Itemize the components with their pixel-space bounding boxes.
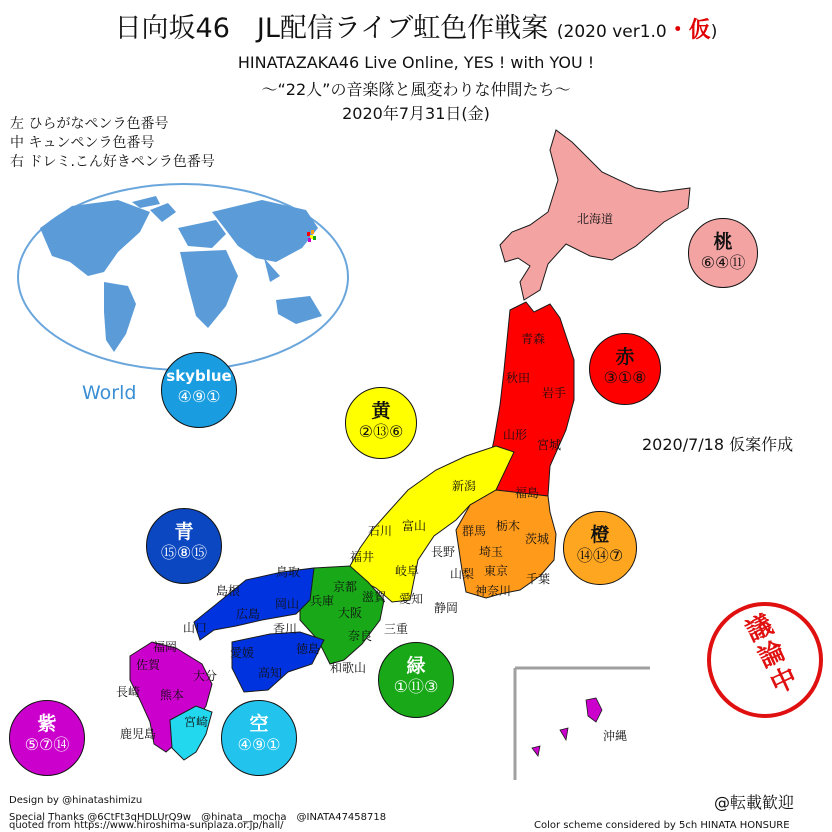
pref-ehime: 愛媛 [230,646,255,660]
badge-sora [221,700,297,776]
pref-tokyo: 東京 [484,564,509,578]
badge-skyblue [161,352,237,428]
pref-yamanashi: 山梨 [450,567,475,581]
draft-date: 2020/7/18 仮案作成 [642,435,794,454]
badge-aka [589,333,661,405]
pref-nara: 奈良 [348,629,373,643]
badge-ki-numbers: ②⑬⑥ [358,422,404,441]
world-map [18,184,348,370]
credit-thanks: Special Thanks @6CtFt3qHDLUrQ9w @hinata__mocha @INATA47458718 [9,812,387,823]
pref-kagoshima: 鹿児島 [120,727,157,741]
badge-skyblue-name: skyblue [166,367,232,385]
pref-miyazaki: 宮崎 [184,715,209,729]
title-tentative: 仮 [688,18,711,43]
badge-murasaki-numbers: ⑤⑦⑭ [24,735,70,754]
pref-aichi: 愛知 [399,592,424,606]
pref-nagano: 長野 [431,545,456,559]
pref-ibaraki: 茨城 [525,532,550,546]
repost-welcome: @転載歓迎 [714,793,795,812]
pref-kochi: 高知 [258,666,283,680]
pref-miyagi: 宮城 [537,438,562,452]
badge-sora-name: 空 [249,713,269,735]
pref-shimane: 島根 [216,584,241,598]
pref-fukushima: 福島 [515,486,540,500]
title-dot: ・ [666,18,689,43]
title-close: ) [710,22,718,42]
pref-chiba: 千葉 [526,572,551,586]
badge-ki-name: 黄 [371,400,391,422]
pref-saga: 佐賀 [136,658,161,672]
stamp-text: 議論中 [741,609,803,701]
badge-momo-name: 桃 [713,231,733,253]
badge-ao-name: 青 [174,521,194,543]
pref-gifu: 岐阜 [395,564,420,578]
okinawa-inset [515,668,650,780]
pref-tottori: 鳥取 [276,565,301,579]
pref-okinawa: 沖縄 [603,729,628,743]
badge-momo-numbers: ⑥④⑪ [700,253,746,272]
badge-daidai-name: 橙 [590,524,610,546]
pref-fukui: 福井 [350,550,375,564]
badge-midori-name: 緑 [406,655,426,677]
badge-momo [688,218,758,288]
pref-tokushima: 徳島 [296,642,321,656]
subtitle-line1: HINATAZAKA46 Live Online, YES ! with YOU ! [237,53,595,72]
badge-midori-numbers: ①⑪③ [393,677,439,696]
pref-ishikawa: 石川 [368,524,393,538]
pref-osaka: 大阪 [338,606,363,620]
title-main: 日向坂46 JL配信ライブ虹色作戦案 [114,13,549,44]
pref-oita: 大分 [193,669,218,683]
badge-daidai-numbers: ⑭⑭⑦ [576,546,624,565]
badge-ao-numbers: ⑮⑧⑮ [160,543,208,562]
badge-daidai [563,511,637,585]
credit-color-scheme: Color scheme considered by 5ch HINATA HONSURE [534,820,790,831]
badge-murasaki-name: 紫 [37,713,57,735]
pref-iwate: 岩手 [542,386,567,400]
subtitle-date: 2020年7月31日(金) [342,104,490,123]
pref-mie: 三重 [384,622,409,636]
pref-kumamoto: 熊本 [160,688,185,702]
subtitle-line2: ～“22人”の音楽隊と風変わりな仲間たち～ [261,80,571,99]
badge-murasaki [9,700,85,776]
badge-midori [378,642,454,718]
pref-akita: 秋田 [506,371,531,385]
pref-shizuoka: 静岡 [434,601,459,615]
pref-hokkaido: 北海道 [577,212,614,226]
credit-design: Design by @hinatashimizu [9,795,143,806]
pref-hyogo: 兵庫 [310,594,335,608]
badge-sora-numbers: ④⑨① [237,735,281,754]
badge-aka-name: 赤 [615,346,635,368]
legend-middle: 中 キュンペンラ色番号 [10,135,155,151]
pref-kagawa: 香川 [273,622,298,636]
pref-fukuoka: 福岡 [153,640,178,654]
credit-quoted: quoted from https://www.hiroshima-sunplaza.or.jp/hall/ [9,820,284,831]
legend-right: 右 ドレミ.こん好きペンラ色番号 [10,154,215,170]
pref-wakayama: 和歌山 [330,661,367,675]
pref-yamaguchi: 山口 [183,621,208,635]
pref-nagasaki: 長崎 [116,685,141,699]
pref-gunma: 群馬 [462,524,487,538]
pref-saitama: 埼玉 [479,545,504,559]
pref-okayama: 岡山 [275,597,300,611]
world-label: World [82,382,137,404]
pref-yamagata: 山形 [503,428,528,442]
pref-tochigi: 栃木 [496,519,521,533]
pref-hiroshima: 広島 [236,607,261,621]
pref-aomori: 青森 [521,332,546,346]
pref-kanagawa: 神奈川 [475,584,512,598]
title-version: (2020 ver1.0 [556,22,667,42]
pref-shiga: 滋賀 [362,590,387,604]
pref-kyoto: 京都 [333,580,358,594]
badge-aka-numbers: ③①⑧ [603,368,647,387]
badge-skyblue-numbers: ④⑨① [177,387,221,406]
badge-ki [345,387,417,459]
legend-left: 左 ひらがなペンラ色番号 [10,116,169,132]
badge-ao [146,508,222,584]
pref-toyama: 富山 [402,519,427,533]
pref-niigata: 新潟 [452,479,477,493]
